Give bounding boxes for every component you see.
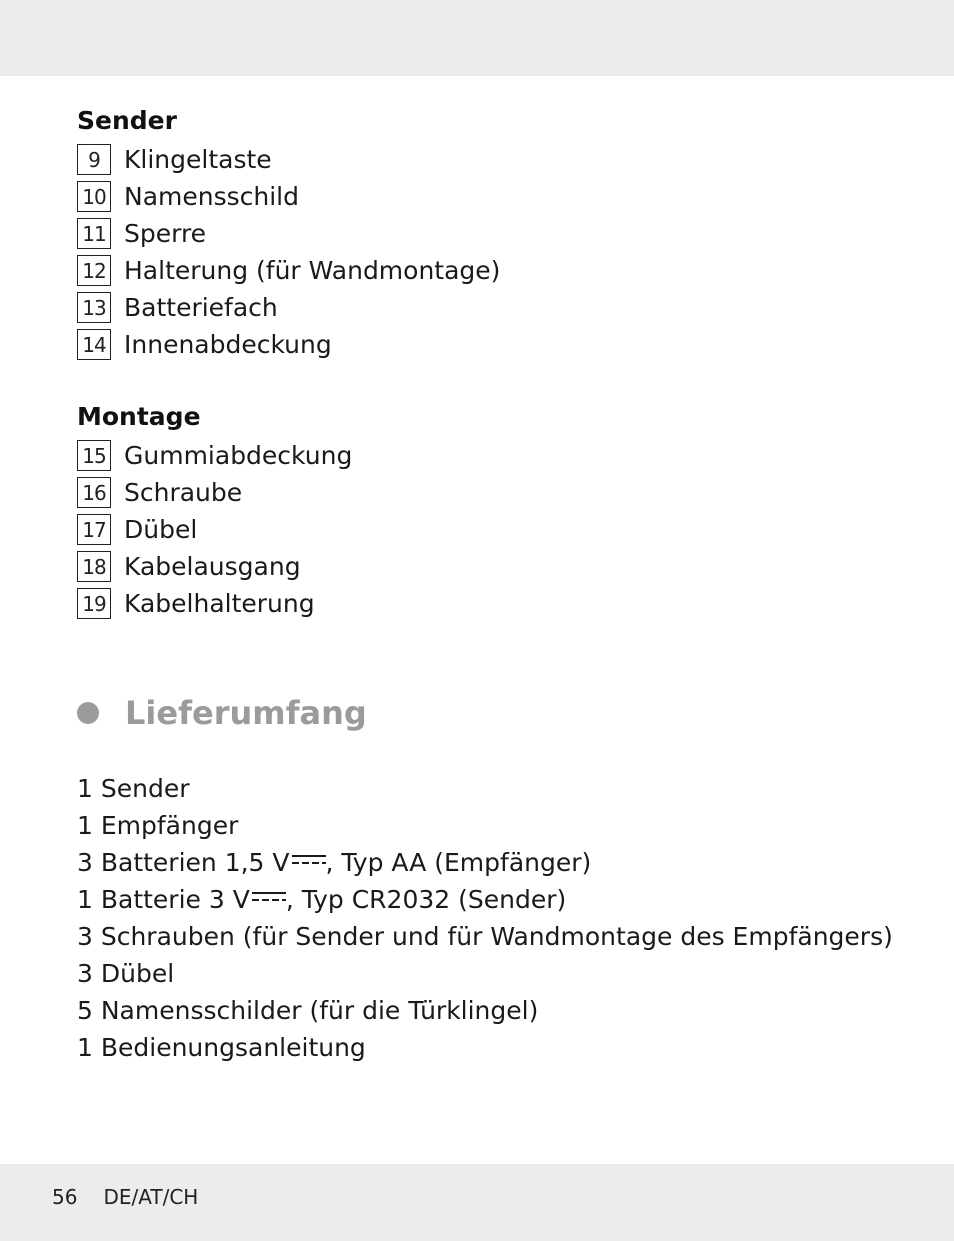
list-item (77, 585, 352, 622)
part-number-box: 11 (77, 218, 111, 249)
list-item (77, 215, 500, 252)
part-number-box: 9 (77, 144, 111, 175)
list-item (77, 289, 500, 326)
top-band (0, 0, 954, 76)
list-item (77, 548, 352, 585)
montage-section-title: Montage (77, 402, 201, 431)
page-number: 56 (52, 1185, 78, 1209)
list-item (77, 252, 500, 289)
list-item (77, 141, 500, 178)
list-item (77, 178, 500, 215)
delivery-contents-list (77, 770, 893, 1066)
part-label: Dübel (124, 515, 198, 544)
part-label: Kabelhalterung (124, 589, 315, 618)
part-number-box: 13 (77, 292, 111, 323)
part-label: Gummiabdeckung (124, 441, 353, 470)
list-item (77, 881, 893, 918)
part-label: Batteriefach (124, 293, 278, 322)
list-item: 3 Schrauben (für Sender und für Wandmontage des Empfängers) (77, 922, 893, 951)
sender-section-title: Sender (77, 106, 177, 135)
part-label: Innenabdeckung (124, 330, 332, 359)
page-footer (52, 1185, 198, 1209)
list-item: 3 Dübel (77, 959, 175, 988)
list-item (77, 474, 352, 511)
list-item (77, 511, 352, 548)
list-item: 1 Empfänger (77, 811, 239, 840)
part-number-box: 10 (77, 181, 111, 212)
montage-parts-list (77, 437, 352, 622)
lieferumfang-title: Lieferumfang (125, 694, 367, 732)
item-text: , Typ AA (Empfänger) (325, 848, 592, 877)
part-label: Halterung (für Wandmontage) (124, 256, 501, 285)
direct-current-icon (252, 891, 286, 903)
sender-parts-list (77, 141, 500, 363)
list-item: 5 Namensschilder (für die Türklingel) (77, 996, 539, 1025)
part-number-box: 15 (77, 440, 111, 471)
list-item (77, 326, 500, 363)
part-label: Klingeltaste (124, 145, 272, 174)
part-label: Sperre (124, 219, 207, 248)
part-number-box: 18 (77, 551, 111, 582)
lieferumfang-heading (77, 693, 367, 733)
region-label: DE/AT/CH (103, 1185, 199, 1209)
list-item: 1 Sender (77, 774, 190, 803)
list-item: 1 Bedienungsanleitung (77, 1033, 366, 1062)
item-text: 3 Batterien 1,5 V (77, 848, 290, 877)
part-number-box: 17 (77, 514, 111, 545)
part-number-box: 19 (77, 588, 111, 619)
part-label: Kabelausgang (124, 552, 301, 581)
part-number-box: 14 (77, 329, 111, 360)
item-text: 1 Batterie 3 V (77, 885, 250, 914)
list-item (77, 844, 893, 881)
direct-current-icon (292, 854, 326, 866)
part-number-box: 16 (77, 477, 111, 508)
part-label: Schraube (124, 478, 243, 507)
part-label: Namensschild (124, 182, 299, 211)
list-item (77, 437, 352, 474)
item-text: , Typ CR2032 (Sender) (285, 885, 567, 914)
bullet-dot-icon (77, 702, 99, 724)
part-number-box: 12 (77, 255, 111, 286)
